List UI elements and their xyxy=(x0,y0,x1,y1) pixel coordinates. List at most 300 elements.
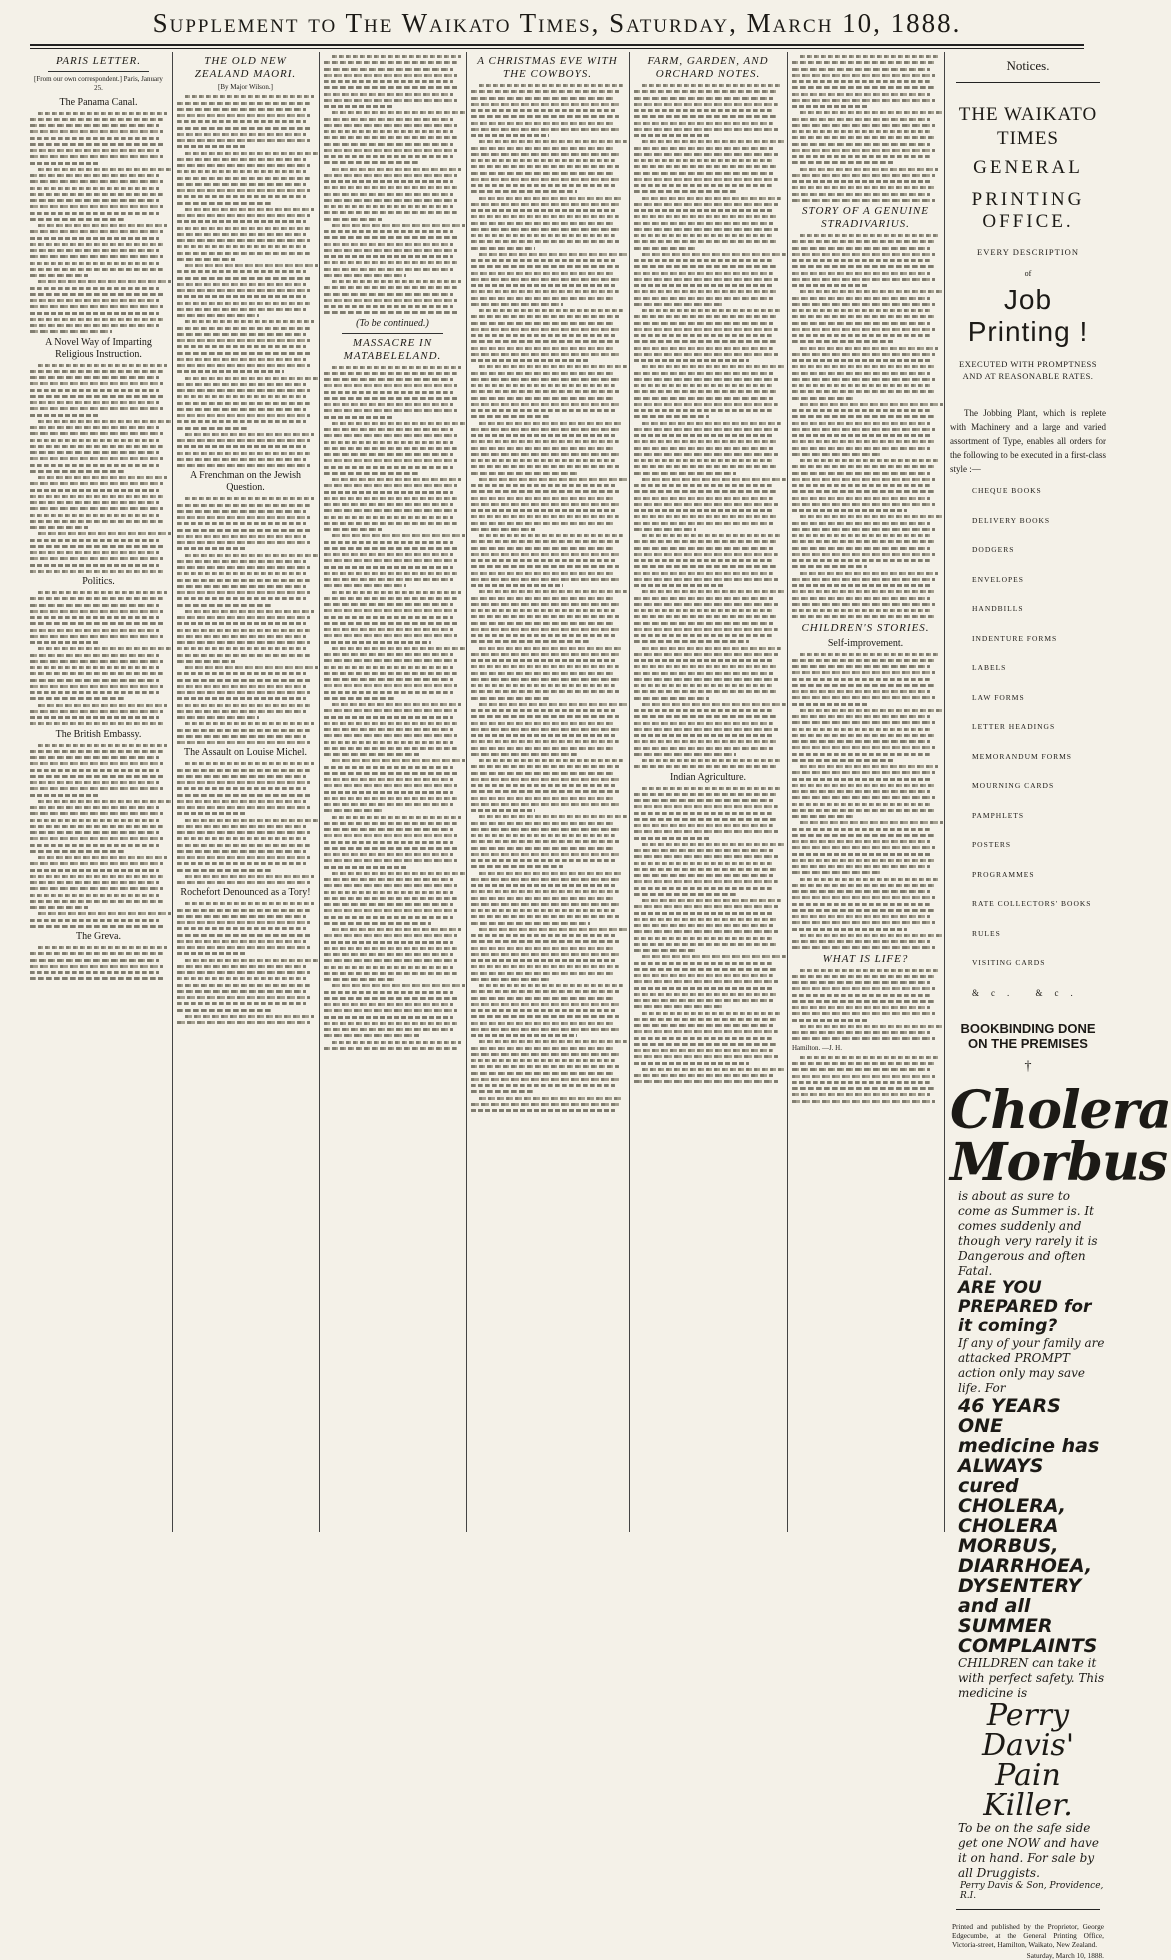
text-line xyxy=(792,803,930,806)
text-line xyxy=(792,696,935,699)
text-line xyxy=(634,190,736,193)
text-line xyxy=(634,509,773,512)
text-line xyxy=(634,128,778,131)
text-line xyxy=(177,984,310,987)
text-line xyxy=(471,634,615,637)
text-line xyxy=(324,866,406,869)
text-line xyxy=(185,554,318,557)
section-subheading: The British Embassy. xyxy=(55,728,142,740)
text-line xyxy=(324,878,453,881)
text-line xyxy=(634,247,696,250)
text-line xyxy=(471,865,563,868)
text-line xyxy=(634,378,778,381)
text-line xyxy=(792,303,935,306)
text-line xyxy=(792,453,880,456)
text-line xyxy=(185,433,314,436)
text-line xyxy=(471,822,615,825)
advert-text: is about as sure to come as Summer is. It comes suddenly and though very rarely it is Dangerous and often Fatal. xyxy=(958,1189,1098,1278)
text-line xyxy=(792,915,930,918)
text-line xyxy=(792,284,867,287)
text-line xyxy=(177,735,306,738)
advert-headline-2: Morbus xyxy=(950,1132,1168,1193)
text-line xyxy=(177,800,306,803)
text-line xyxy=(177,510,306,513)
text-line xyxy=(324,616,453,619)
text-line xyxy=(324,753,419,756)
text-line xyxy=(324,972,457,975)
text-line xyxy=(792,253,935,256)
text-line xyxy=(324,666,453,669)
body-text xyxy=(30,946,167,980)
text-line xyxy=(792,665,930,668)
text-line xyxy=(177,302,310,305)
text-line xyxy=(800,709,943,712)
text-line xyxy=(177,541,310,544)
text-line xyxy=(634,1062,749,1065)
text-line xyxy=(792,721,935,724)
text-line xyxy=(324,118,453,121)
text-line xyxy=(471,1028,619,1031)
text-line xyxy=(479,647,623,650)
text-line xyxy=(792,186,935,189)
text-line xyxy=(471,378,619,381)
text-line xyxy=(471,772,615,775)
text-line xyxy=(177,202,272,205)
text-line xyxy=(634,415,709,418)
text-line xyxy=(177,862,306,865)
text-line xyxy=(177,716,259,719)
text-line xyxy=(30,318,163,321)
text-line xyxy=(324,174,457,177)
text-line xyxy=(324,853,453,856)
text-line xyxy=(634,837,709,840)
list-item: VISITING CARDS xyxy=(972,958,1046,967)
text-line xyxy=(471,840,619,843)
text-line xyxy=(792,671,935,674)
text-line xyxy=(479,759,623,762)
text-line xyxy=(634,172,773,175)
text-line xyxy=(324,559,457,562)
text-line xyxy=(800,969,938,972)
text-line xyxy=(792,155,930,158)
text-line xyxy=(177,270,306,273)
text-line xyxy=(324,509,457,512)
article-heading: A CHRISTMAS EVE WITH THE COWBOYS. xyxy=(477,55,618,80)
text-line xyxy=(177,812,247,815)
text-line xyxy=(30,697,125,700)
body-text xyxy=(30,744,167,928)
text-line xyxy=(800,821,943,824)
body-text xyxy=(634,787,782,1084)
text-line xyxy=(479,140,627,143)
text-line xyxy=(471,809,535,812)
text-line xyxy=(792,871,880,874)
continued-note: (To be continued.) xyxy=(356,317,429,329)
text-line xyxy=(177,604,272,607)
text-line xyxy=(30,869,159,872)
text-line xyxy=(177,220,306,223)
text-line xyxy=(471,240,619,243)
text-line xyxy=(792,528,935,531)
text-line xyxy=(792,124,935,127)
list-item: &c. &c. xyxy=(972,987,1085,998)
text-line xyxy=(30,875,163,878)
text-line xyxy=(471,97,615,100)
text-line xyxy=(471,1009,615,1012)
text-line xyxy=(185,666,318,669)
text-line xyxy=(642,309,781,312)
text-line xyxy=(471,390,619,393)
text-line xyxy=(471,347,615,350)
text-line xyxy=(792,465,935,468)
article-heading: THE OLD NEW ZEALAND MAORI. xyxy=(194,55,297,80)
text-line xyxy=(30,660,163,663)
text-line xyxy=(792,771,935,774)
text-line xyxy=(324,791,453,794)
text-line xyxy=(634,153,778,156)
text-line xyxy=(792,340,893,343)
text-line xyxy=(479,534,623,537)
list-item: MEMORANDUM FORMS xyxy=(972,751,1072,761)
text-line xyxy=(471,878,619,881)
text-line xyxy=(634,303,723,306)
product-name: Perry Davis' xyxy=(981,1698,1075,1763)
text-line xyxy=(634,1080,778,1083)
text-line xyxy=(177,452,310,455)
text-line xyxy=(792,422,930,425)
section-subheading: Rochefort Denounced as a Tory! xyxy=(180,887,311,899)
text-line xyxy=(324,709,457,712)
text-line xyxy=(324,74,457,77)
text-line xyxy=(634,684,773,687)
text-line xyxy=(324,678,453,681)
printing-items-list xyxy=(950,486,1106,1017)
text-line xyxy=(332,422,465,425)
text-line xyxy=(324,622,457,625)
text-line xyxy=(185,320,314,323)
text-line xyxy=(185,819,318,822)
text-line xyxy=(634,578,778,581)
text-line xyxy=(177,177,310,180)
text-line xyxy=(792,678,930,681)
text-line xyxy=(185,1015,314,1018)
text-line xyxy=(177,729,310,732)
text-line xyxy=(800,653,938,656)
text-line xyxy=(30,952,163,955)
text-line xyxy=(177,616,310,619)
text-line xyxy=(324,947,457,950)
text-line xyxy=(30,389,159,392)
text-line xyxy=(792,130,930,133)
body-text xyxy=(177,497,314,744)
text-line xyxy=(800,168,938,171)
text-line xyxy=(30,470,125,473)
text-line xyxy=(324,416,394,419)
text-line xyxy=(792,834,935,837)
text-line xyxy=(30,819,159,822)
list-item: RATE COLLECTORS' BOOKS xyxy=(972,899,1092,908)
text-line xyxy=(177,597,306,600)
text-line xyxy=(324,311,457,314)
text-line xyxy=(471,765,619,768)
text-line xyxy=(471,153,619,156)
text-line xyxy=(177,679,310,682)
text-line xyxy=(332,224,465,227)
text-line xyxy=(471,1003,619,1006)
column-farm-garden xyxy=(634,52,782,1532)
text-line xyxy=(634,328,778,331)
text-line xyxy=(471,540,619,543)
text-line xyxy=(792,1068,930,1071)
divider xyxy=(342,333,443,334)
text-line xyxy=(471,997,615,1000)
text-line xyxy=(185,264,318,267)
text-line xyxy=(177,239,310,242)
text-line xyxy=(324,428,453,431)
masthead-rule-thin xyxy=(30,48,1084,49)
text-line xyxy=(634,980,778,983)
text-line xyxy=(471,415,549,418)
text-line xyxy=(792,174,935,177)
text-line xyxy=(30,635,163,638)
section-subheading: The Panama Canal. xyxy=(59,96,138,108)
text-line xyxy=(30,457,163,460)
text-line xyxy=(324,747,457,750)
text-line xyxy=(792,815,854,818)
text-line xyxy=(471,247,535,250)
text-line xyxy=(634,987,773,990)
list-item: INDENTURE FORMS xyxy=(972,633,1058,643)
text-line xyxy=(471,1053,619,1056)
text-line xyxy=(177,214,310,217)
text-line xyxy=(324,691,453,694)
text-line xyxy=(471,909,615,912)
text-line xyxy=(30,174,159,177)
text-line xyxy=(634,109,773,112)
text-line xyxy=(30,162,100,165)
text-line xyxy=(471,940,619,943)
text-line xyxy=(471,1065,619,1068)
text-line xyxy=(792,272,930,275)
list-item: PAMPHLETS xyxy=(972,810,1025,820)
text-line xyxy=(634,999,773,1002)
list-item: CHEQUE BOOKS xyxy=(972,486,1042,495)
list-item: PROGRAMMES xyxy=(972,869,1035,879)
text-line xyxy=(634,184,773,187)
text-line xyxy=(792,522,930,525)
text-line xyxy=(634,565,778,568)
text-line xyxy=(634,540,778,543)
text-line xyxy=(324,1016,453,1019)
body-text xyxy=(177,902,314,1024)
text-line xyxy=(177,579,310,582)
text-line xyxy=(30,299,159,302)
text-line xyxy=(471,472,577,475)
text-line xyxy=(792,715,930,718)
text-line xyxy=(634,259,773,262)
text-line xyxy=(324,641,431,644)
column-rule xyxy=(466,52,467,1532)
list-item: DODGERS xyxy=(972,545,1015,554)
text-line xyxy=(324,249,457,252)
text-line xyxy=(324,384,457,387)
text-line xyxy=(642,1012,781,1015)
text-line xyxy=(800,1056,938,1059)
text-line xyxy=(471,1084,615,1087)
text-line xyxy=(634,728,778,731)
text-line xyxy=(324,566,453,569)
text-line xyxy=(30,155,163,158)
body-text xyxy=(792,55,939,202)
text-line xyxy=(471,640,590,643)
text-line xyxy=(324,193,453,196)
text-line xyxy=(792,909,935,912)
text-line xyxy=(792,384,930,387)
text-line xyxy=(471,315,619,318)
text-line xyxy=(634,830,778,833)
text-line xyxy=(30,610,163,613)
text-line xyxy=(800,765,938,768)
text-line xyxy=(177,697,306,700)
text-line xyxy=(800,459,938,462)
text-line xyxy=(642,703,786,706)
text-line xyxy=(30,545,163,548)
text-line xyxy=(471,490,619,493)
text-line xyxy=(30,414,100,417)
text-line xyxy=(471,978,549,981)
text-line xyxy=(471,709,615,712)
text-line xyxy=(792,484,930,487)
text-line xyxy=(324,897,457,900)
text-line xyxy=(324,68,453,71)
text-line xyxy=(642,140,786,143)
text-line xyxy=(634,465,778,468)
text-line xyxy=(792,397,854,400)
text-line xyxy=(30,919,159,922)
column-rule xyxy=(172,52,173,1532)
text-line xyxy=(471,265,619,268)
text-line xyxy=(792,809,935,812)
text-line xyxy=(800,403,943,406)
text-line xyxy=(479,590,627,593)
text-line xyxy=(634,522,773,525)
text-line xyxy=(324,155,453,158)
text-line xyxy=(792,359,930,362)
text-line xyxy=(792,378,935,381)
text-line xyxy=(177,402,310,405)
text-line xyxy=(30,445,163,448)
text-line xyxy=(471,359,590,362)
text-line xyxy=(471,1109,615,1112)
text-line xyxy=(177,227,310,230)
text-line xyxy=(324,634,457,637)
text-line xyxy=(471,328,619,331)
text-line xyxy=(792,565,867,568)
text-line xyxy=(30,507,163,510)
text-line xyxy=(324,453,453,456)
text-line xyxy=(634,818,778,821)
text-line xyxy=(471,953,619,956)
article-byline: [From our own correspondent.] Paris, January 25. xyxy=(34,75,163,93)
text-line xyxy=(634,993,778,996)
text-line xyxy=(471,947,615,950)
text-line xyxy=(634,849,773,852)
text-line xyxy=(471,547,615,550)
text-line xyxy=(471,353,619,356)
text-line xyxy=(792,434,930,437)
text-line xyxy=(177,831,310,834)
text-line xyxy=(792,353,935,356)
text-line xyxy=(642,590,786,593)
text-line xyxy=(634,440,778,443)
text-line xyxy=(471,434,615,437)
text-line xyxy=(471,672,615,675)
list-item: HANDBILLS xyxy=(972,604,1024,613)
text-line xyxy=(792,597,930,600)
text-line xyxy=(324,503,453,506)
text-line xyxy=(642,84,781,87)
text-line xyxy=(30,971,159,974)
text-line xyxy=(792,753,930,756)
text-line xyxy=(30,900,163,903)
text-line xyxy=(634,290,778,293)
text-line xyxy=(792,440,935,443)
text-line xyxy=(177,837,306,840)
text-line xyxy=(792,74,935,77)
text-line xyxy=(471,753,577,756)
text-line xyxy=(634,553,778,556)
text-line xyxy=(30,287,159,290)
text-line xyxy=(30,482,163,485)
text-line xyxy=(324,1009,457,1012)
imprint-text: Printed and published by the Proprietor, George Edgecumbe, at the General Printing Office, Victoria-street, Hamilton, Waikato, New Zealand. xyxy=(952,1922,1104,1949)
text-line xyxy=(30,370,163,373)
text-line xyxy=(30,149,159,152)
text-line xyxy=(324,105,394,108)
text-line xyxy=(471,653,619,656)
text-line xyxy=(634,265,778,268)
text-line xyxy=(792,540,935,543)
text-line xyxy=(324,409,457,412)
text-line xyxy=(471,715,619,718)
text-line xyxy=(479,872,623,875)
text-line xyxy=(792,884,935,887)
text-line xyxy=(185,762,314,765)
printer-name-line2: GENERAL xyxy=(973,157,1083,178)
text-line xyxy=(324,491,453,494)
text-line xyxy=(471,915,619,918)
text-line xyxy=(38,476,167,479)
text-line xyxy=(324,609,457,612)
text-line xyxy=(332,759,465,762)
text-line xyxy=(471,203,619,206)
text-line xyxy=(792,390,935,393)
text-line xyxy=(177,825,306,828)
text-line xyxy=(30,464,159,467)
text-line xyxy=(471,209,615,212)
text-line xyxy=(479,422,623,425)
text-line xyxy=(324,497,457,500)
text-line xyxy=(792,415,935,418)
text-line xyxy=(642,534,781,537)
text-line xyxy=(792,161,893,164)
text-line xyxy=(30,959,159,962)
text-line xyxy=(634,209,773,212)
text-line xyxy=(177,971,310,974)
text-line xyxy=(30,382,163,385)
text-line xyxy=(471,1059,615,1062)
text-line xyxy=(634,384,773,387)
